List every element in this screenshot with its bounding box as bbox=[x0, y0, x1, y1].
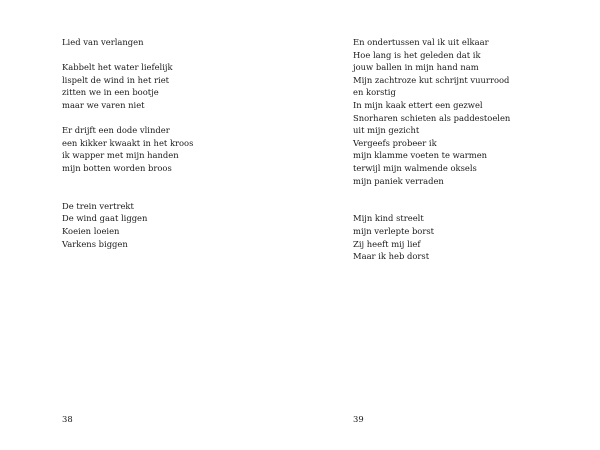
poem-line: ik wapper met mijn handen bbox=[62, 150, 179, 161]
poem-line: In mijn kaak ettert een gezwel bbox=[353, 99, 483, 110]
poem-line: En ondertussen val ik uit elkaar bbox=[353, 37, 489, 47]
left-stanza-3 bbox=[62, 200, 193, 250]
page-number: 39 bbox=[353, 414, 364, 424]
right-page bbox=[300, 0, 600, 450]
poem-line: Vergeefs probeer ik bbox=[353, 137, 437, 148]
poem-line: mijn klamme voeten te warmen bbox=[353, 150, 488, 161]
poem-line: maar we varen niet bbox=[62, 99, 145, 110]
poem-line: Snorharen schieten als paddestoelen bbox=[353, 112, 511, 123]
poem-line: Mijn kind streelt bbox=[353, 213, 424, 224]
poem-line: zitten we in een bootje bbox=[62, 87, 159, 98]
poem-line: Er drijft een dode vlinder bbox=[62, 125, 170, 136]
poem-line: De wind gaat liggen bbox=[62, 213, 148, 224]
poem-line: De trein vertrekt bbox=[62, 200, 134, 211]
poem-line: jouw ballen in mijn hand nam bbox=[353, 62, 479, 73]
poem-line: mijn botten worden broos bbox=[62, 162, 172, 173]
poem-line: lispelt de wind in het riet bbox=[62, 74, 170, 85]
left-poem bbox=[62, 36, 193, 250]
poem-line: een kikker kwaakt in het kroos bbox=[62, 137, 194, 148]
poem-line: en korstig bbox=[353, 87, 396, 98]
poem-line: mijn verlepte borst bbox=[353, 225, 435, 236]
right-stanza-2 bbox=[353, 212, 510, 262]
right-stanza-1 bbox=[353, 36, 510, 187]
left-stanza-1 bbox=[62, 61, 193, 111]
poem-line: Koeien loeien bbox=[62, 225, 120, 236]
left-stanza-2 bbox=[62, 124, 193, 174]
page-number: 38 bbox=[62, 414, 73, 424]
poem-line: Mijn zachtroze kut schrijnt vuurrood bbox=[353, 74, 510, 85]
right-poem bbox=[353, 36, 510, 263]
poem-line: Kabbelt het water liefelijk bbox=[62, 62, 173, 73]
poem-line: Varkens biggen bbox=[62, 238, 128, 249]
poem-line: Hoe lang is het geleden dat ik bbox=[353, 49, 481, 60]
poem-title: Lied van verlangen bbox=[62, 37, 144, 47]
poem-line: Maar ik heb dorst bbox=[353, 251, 430, 262]
poem-line: mijn paniek verraden bbox=[353, 175, 444, 186]
poem-line: Zij heeft mij lief bbox=[353, 238, 421, 249]
poem-line: uit mijn gezicht bbox=[353, 125, 420, 136]
poem-line: terwijl mijn walmende oksels bbox=[353, 162, 477, 173]
